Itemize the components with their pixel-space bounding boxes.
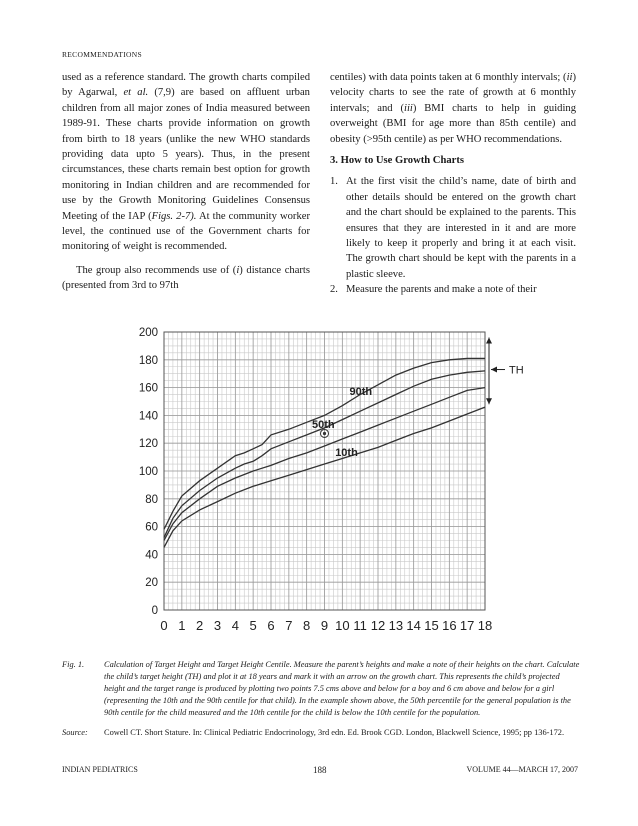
left-column [62, 70, 310, 294]
text-run: At the community worker level, the continued use of the Government charts for monitoring of weight is recommended. [62, 210, 310, 253]
y-tick-label: 40 [145, 549, 158, 562]
figure-caption [62, 659, 580, 719]
italic-text: et al. [123, 87, 149, 99]
y-tick-label: 60 [145, 521, 158, 534]
x-tick-label: 11 [353, 618, 367, 633]
x-tick-label: 16 [442, 618, 457, 633]
caption-text: Calculation of Target Height and Target Height Centile. Measure the parent’s heights and make a note of their heights on the chart. Calculate the child’s target height (TH) and plot it at 18 years and mark it with an arrow on the growth chart. This represents the child’s projected height and the target range is produced by plotting two points 7.5 cms above and below for a boy and 6 cm above and below for a girl (representing the 10th and the 90th centile for that child). In the example shown above, the 50th percentile for the general population is the 90th centile for the child measured and the 10th centile for the child is below the 10th centile for the population. [104, 660, 580, 717]
source-text: Cowell CT. Short Stature. In: Clinical Pediatric Endocrinology, 3rd edn. Ed. Brook CGD. London, Blackwell Science, 1995; pp 136-172. [104, 728, 565, 737]
text-run: The group also recommends use of ( [76, 264, 237, 276]
x-tick-label: 3 [213, 618, 222, 633]
text-run: ) distance charts (presented from 3rd to 97th [62, 264, 310, 292]
y-tick-label: 20 [145, 577, 158, 590]
text-run: ) BMI charts to help in guiding overweight (BMI for age more than 85th centile) and obesity (>95th centile) as per WHO recommendations. [330, 102, 576, 145]
right-column [330, 70, 576, 298]
x-tick-label: 12 [370, 618, 386, 633]
curve-label-10th: 10th [335, 446, 358, 459]
list-number: 1. [330, 176, 338, 188]
list-text: At the first visit the child’s name, date of birth and other details should be entered on the growth chart and the chart should be explained to the parents. This ensures that they are interested in it and are more likely to keep it properly and bring it at each visit. The growth chart should be kept with the parents in a plastic sleeve. [346, 176, 576, 280]
y-tick-label: 120 [138, 438, 158, 451]
x-tick-label: 6 [267, 618, 275, 633]
list-number: 2. [330, 284, 338, 296]
source-citation [62, 727, 580, 739]
source-label: Source: [62, 728, 88, 737]
x-tick-label: 9 [320, 618, 329, 633]
list-item-1 [330, 174, 576, 282]
list-item-2 [330, 282, 576, 297]
x-tick-label: 17 [459, 618, 475, 633]
child-measurement-dot [323, 432, 326, 435]
growth-chart [120, 322, 524, 644]
x-tick-label: 14 [406, 618, 421, 633]
target-range-arrow-top [486, 338, 492, 344]
italic-text: iii [404, 102, 413, 114]
left-paragraph-1 [62, 70, 310, 255]
x-tick-label: 13 [388, 618, 404, 633]
right-paragraph-1 [330, 70, 576, 147]
text-run: (7,9) are based on affluent urban children from all major zones of India measured between 1989-91. These charts provide information on growth from birth to 18 years (unlike the new WHO standards providing data upto 5 years). Thus, in the present circumstances, these charts remain best option for growth monitoring in Indian children and are recommended for use by the Growth Monitoring Guidelines Consensus Meeting of the IAP ( [62, 87, 310, 222]
footer-page-number: 188 [313, 765, 327, 775]
x-tick-label: 15 [424, 618, 439, 633]
x-tick-label: 18 [477, 618, 493, 633]
y-tick-label: 80 [145, 493, 158, 506]
italic-text: ii [566, 72, 573, 83]
footer-journal: INDIAN PEDIATRICS [62, 765, 138, 774]
text-run: ) velocity charts to see the rate of growth at 6 monthly intervals; and ( [330, 72, 576, 114]
curve-label-90th: 90th [349, 386, 373, 399]
y-tick-label: 200 [138, 327, 158, 339]
y-tick-label: 160 [138, 382, 158, 395]
text-run: used as a reference standard. The growth charts compiled by Agarwal, [62, 72, 310, 99]
x-tick-label: 1 [178, 618, 186, 633]
target-range-arrow-bottom [486, 398, 492, 404]
x-tick-label: 2 [196, 618, 204, 633]
curve-label-50th: 50th [312, 418, 335, 431]
section-title: 3. How to Use Growth Charts [330, 155, 464, 167]
text-run: centiles) with data points taken at 6 monthly intervals; ( [330, 72, 567, 83]
x-tick-label: 10 [335, 618, 350, 633]
y-tick-label: 0 [151, 605, 158, 617]
x-tick-label: 4 [231, 618, 239, 633]
footer-volume: VOLUME 44—MARCH 17, 2007 [466, 765, 578, 774]
x-tick-label: 7 [285, 618, 293, 633]
y-tick-label: 180 [138, 354, 158, 367]
italic-text: Figs. 2-7). [151, 210, 197, 222]
target-height-label: TH [509, 364, 524, 377]
y-tick-label: 100 [138, 466, 158, 478]
x-tick-label: 0 [160, 618, 168, 633]
italic-text: i [236, 264, 240, 276]
list-text: Measure the parents and make a note of their [346, 284, 537, 296]
caption-label: Fig. 1. [62, 660, 85, 669]
target-height-arrowhead [491, 367, 497, 373]
x-tick-label: 5 [249, 618, 257, 633]
left-paragraph-2 [62, 263, 310, 294]
y-tick-label: 140 [138, 410, 158, 423]
running-header: RECOMMENDATIONS [62, 50, 142, 59]
x-tick-label: 8 [303, 618, 311, 633]
